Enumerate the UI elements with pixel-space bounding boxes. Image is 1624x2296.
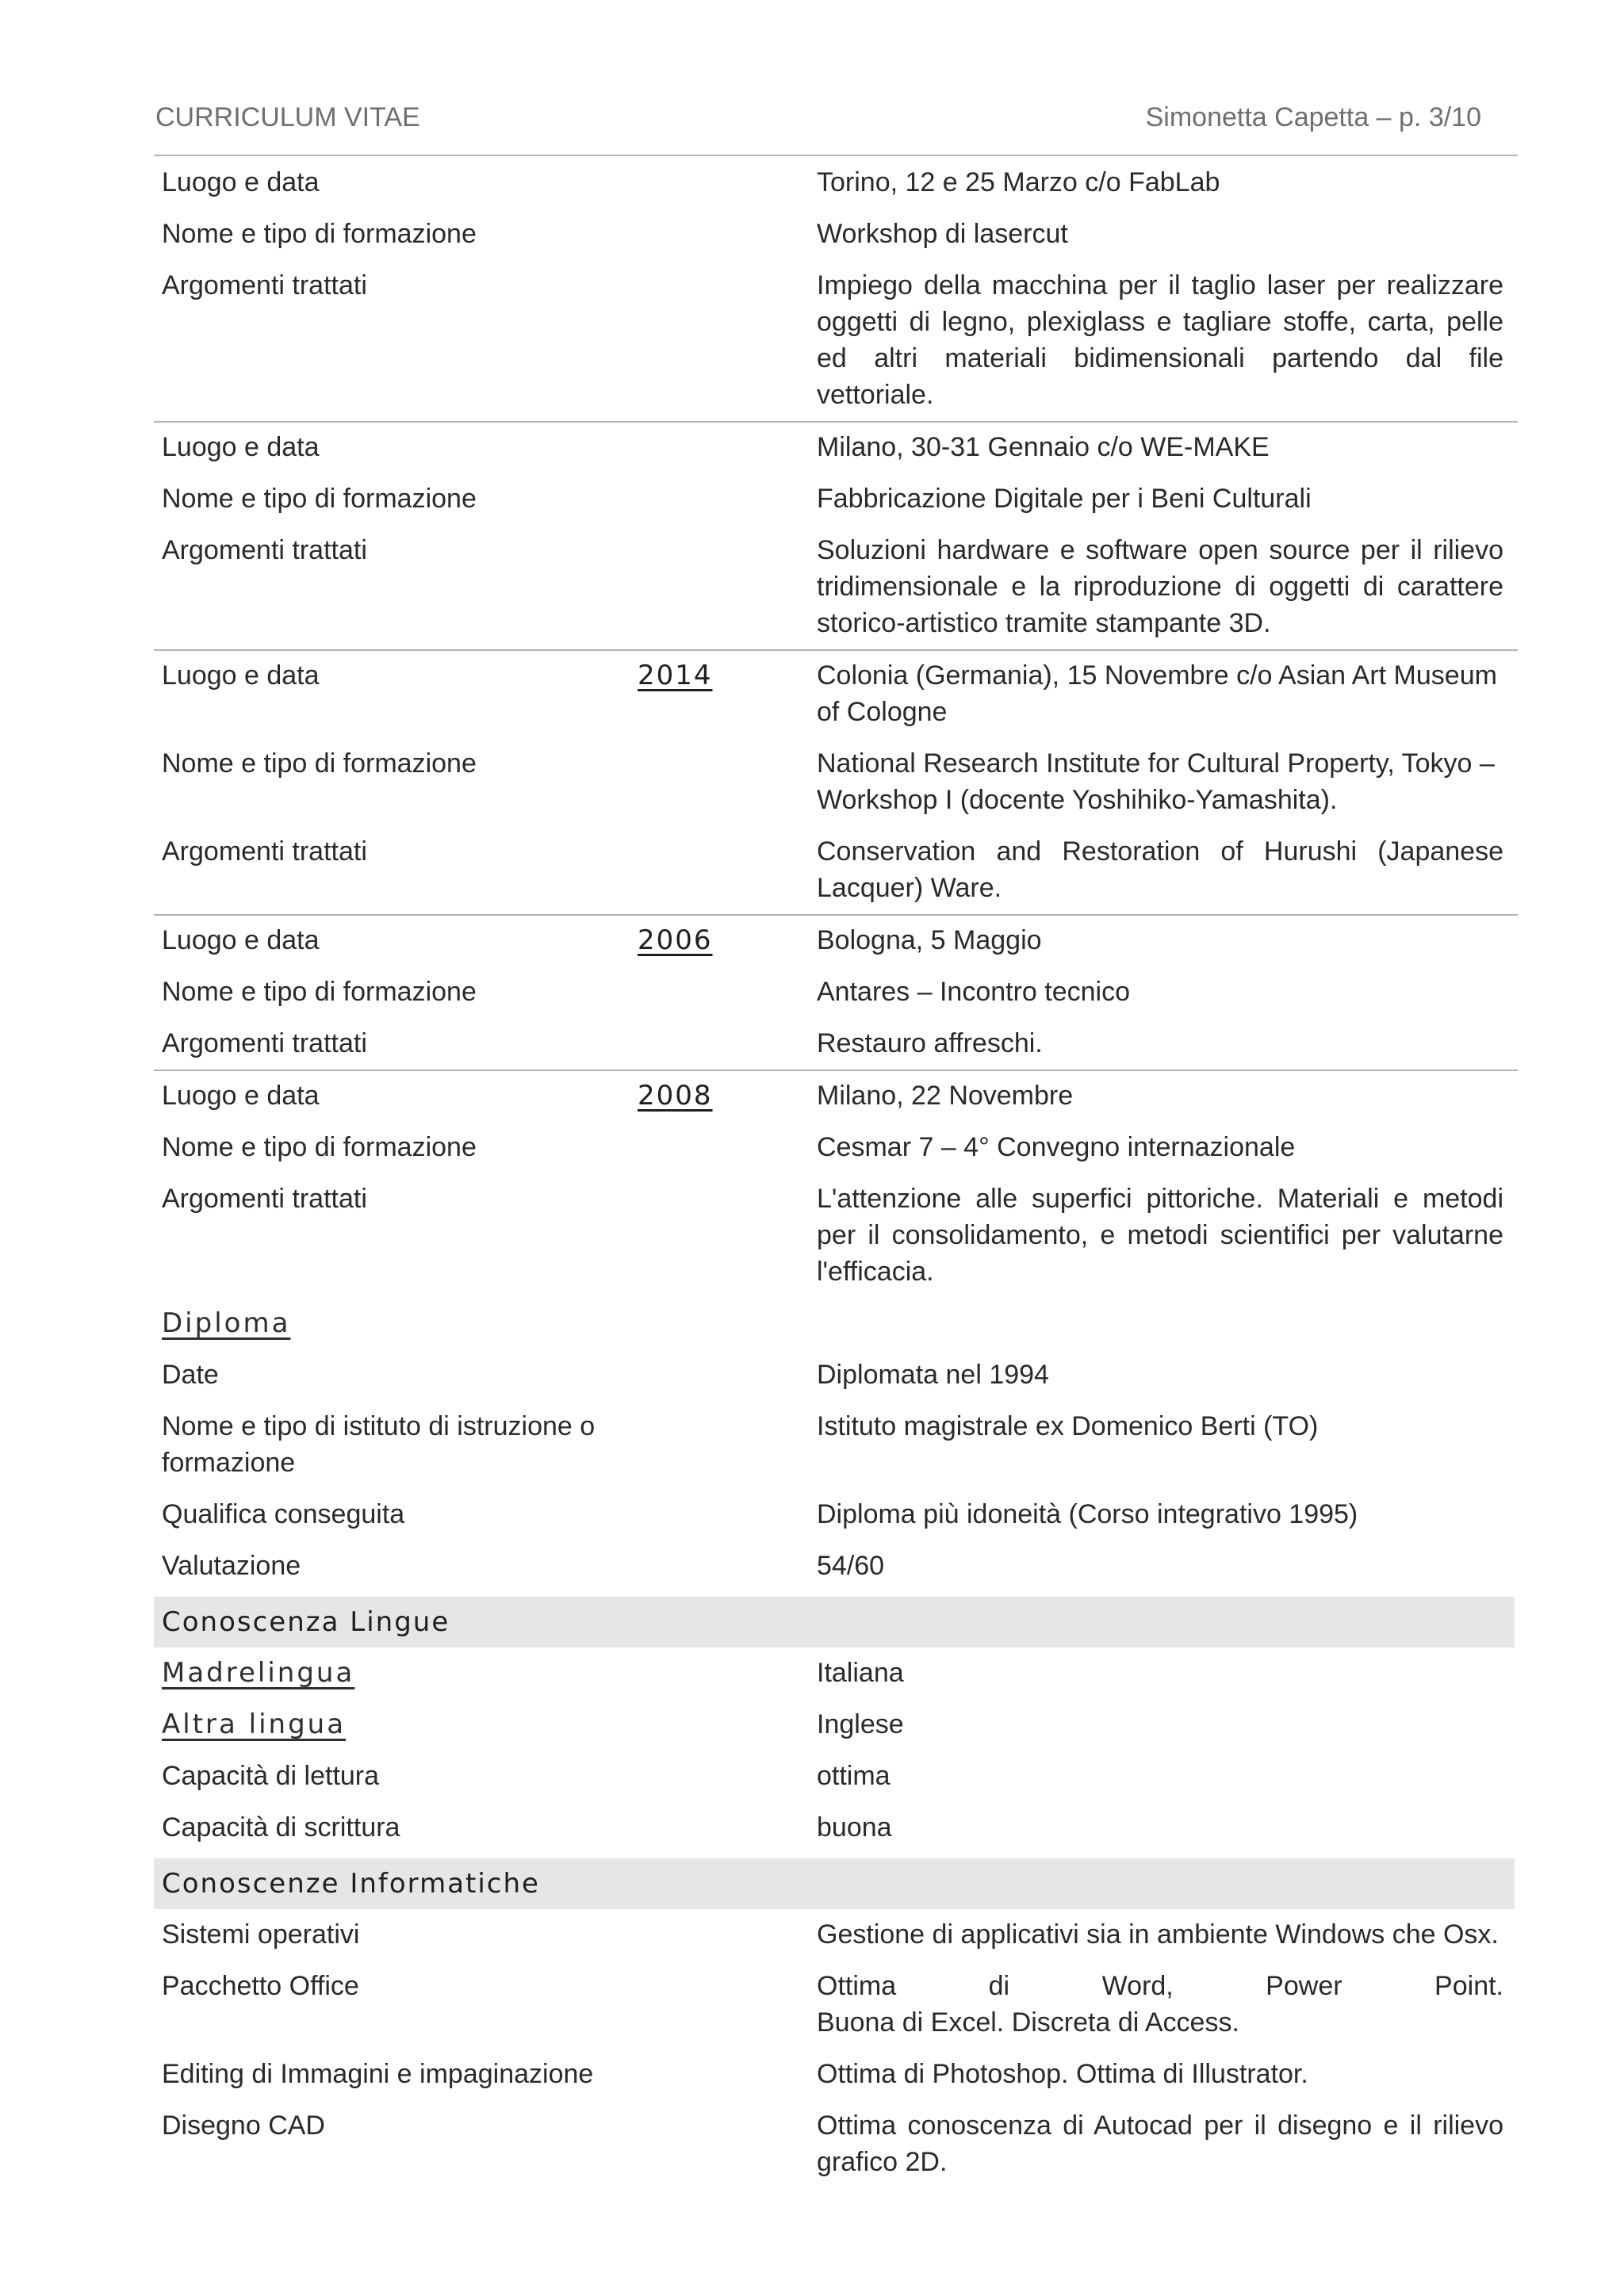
language-row [154,1802,1518,1854]
diploma-row [154,1540,1518,1592]
training-row [154,1122,1518,1173]
field-label: Disegno CAD [162,2110,325,2141]
field-label: Nome e tipo di formazione [162,219,477,249]
field-value: Soluzioni hardware e software open source per il rilievo tridimensionale e la riproduzione di oggetti di carattere storico-artistico tramite stampante 3D. [817,535,1503,638]
training-entry [154,649,1518,914]
training-row [154,1070,1518,1122]
language-row [154,1751,1518,1802]
field-label: Argomenti trattati [162,836,367,867]
year-label: 2014 [638,660,713,691]
field-value-line2: Buona di Excel. Discreta di Access. [817,2007,1239,2038]
field-label: Pacchetto Office [162,1971,359,2001]
field-label: Valutazione [162,1551,301,1581]
field-value: Bologna, 5 Maggio [817,925,1042,955]
it-skill-row [154,2049,1518,2100]
training-row [154,914,1518,966]
field-value: Antares – Incontro tecnico [817,977,1131,1007]
field-label: Sistemi operativi [162,1919,360,1950]
it-skill-row [154,1961,1518,2049]
field-value: ottima [817,1761,891,1791]
field-label: Capacità di lettura [162,1761,380,1791]
training-entry [154,914,1518,1070]
field-label: Capacità di scrittura [162,1812,400,1843]
training-row [154,525,1518,649]
training-entry [154,156,1518,421]
it-skills-section [154,1858,1518,2188]
field-value-group [815,1968,1503,2041]
field-label: Nome e tipo di istituto di istruzione o formazione [162,1411,596,1478]
training-entry [154,1070,1518,1298]
diploma-row [154,1401,1518,1489]
field-label: Luogo e data [162,167,320,197]
languages-section [154,1597,1518,1854]
field-value: Diploma più idoneità (Corso integrativo 1995) [817,1499,1358,1529]
other-language-value: Inglese [817,1709,904,1739]
cv-table [154,156,1518,2188]
field-label: Luogo e data [162,925,320,955]
training-row [154,966,1518,1018]
field-value: Fabbricazione Digitale per i Beni Culturali [817,484,1312,514]
training-row [154,421,1518,473]
field-value: Milano, 30-31 Gennaio c/o WE-MAKE [817,432,1270,462]
language-row [154,1647,1518,1699]
diploma-heading-row [154,1298,1518,1349]
page-header [155,98,1481,136]
mother-tongue-value: Italiana [817,1658,904,1688]
field-value: Torino, 12 e 25 Marzo c/o FabLab [817,167,1220,197]
field-value: National Research Institute for Cultural Property, Tokyo – Workshop I (docente Yoshihiko-Yamashita). [817,748,1495,815]
diploma-row [154,1489,1518,1540]
field-value: Workshop di lasercut [817,219,1068,249]
diploma-row [154,1349,1518,1401]
languages-band: Conoscenza Lingue [154,1597,1515,1647]
training-row [154,1173,1518,1298]
field-label: Argomenti trattati [162,270,367,300]
field-value: Milano, 22 Novembre [817,1081,1074,1111]
field-label: Nome e tipo di formazione [162,484,477,514]
training-entry [154,421,1518,649]
diploma-section [154,1298,1518,1592]
field-value: Ottima di Photoshop. Ottima di Illustrator. [817,2059,1308,2089]
training-row [154,209,1518,260]
diploma-title: Diploma [162,1307,291,1339]
year-label: 2008 [638,1080,713,1112]
field-label: Date [162,1360,219,1390]
field-label: Luogo e data [162,432,320,462]
field-value: buona [817,1812,892,1843]
other-language-label: Altra lingua [162,1709,347,1740]
training-row [154,156,1518,209]
training-row [154,826,1518,914]
field-label: Qualifica conseguita [162,1499,405,1529]
header-title: CURRICULUM VITAE [155,101,420,132]
training-row [154,738,1518,826]
it-skill-row [154,2100,1518,2188]
field-label: Nome e tipo di formazione [162,748,477,779]
field-label: Editing di Immagini e impaginazione [162,2059,594,2089]
header-page-info: Simonetta Capetta – p. 3/10 [1145,101,1481,132]
field-value: Gestione di applicativi sia in ambiente Windows che Osx. [817,1919,1499,1950]
training-row [154,473,1518,525]
field-label: Argomenti trattati [162,1184,367,1214]
training-row [154,1018,1518,1070]
field-label: Luogo e data [162,1081,320,1111]
field-label: Nome e tipo di formazione [162,1132,477,1162]
field-value: Diplomata nel 1994 [817,1360,1049,1390]
field-value: Cesmar 7 – 4° Convegno internazionale [817,1132,1296,1162]
field-value: Restauro affreschi. [817,1028,1043,1058]
field-label: Argomenti trattati [162,1028,367,1058]
it-skills-band: Conoscenze Informatiche [154,1858,1515,1909]
field-value: Istituto magistrale ex Domenico Berti (TO) [817,1411,1319,1441]
year-label: 2006 [638,924,713,956]
training-row [154,260,1518,421]
field-value: 54/60 [817,1551,885,1581]
field-label: Argomenti trattati [162,535,367,565]
field-value: Ottima di Word, Power Point. [817,1971,1503,2001]
language-row [154,1699,1518,1751]
field-value: Colonia (Germania), 15 Novembre c/o Asian Art Museum of Cologne [817,660,1497,727]
field-label: Luogo e data [162,660,320,691]
field-label: Nome e tipo di formazione [162,977,477,1007]
mother-tongue-label: Madrelingua [162,1657,355,1689]
field-value: Conservation and Restoration of Hurushi (Japanese Lacquer) Ware. [817,836,1503,903]
it-skill-row [154,1909,1518,1961]
field-value: Ottima conoscenza di Autocad per il disegno e il rilievo grafico 2D. [817,2110,1503,2177]
field-value: Impiego della macchina per il taglio laser per realizzare oggetti di legno, plexiglass e tagliare stoffe, carta, pelle ed altri materiali bidimensionali partendo dal file vettoriale. [817,270,1503,410]
field-value: L'attenzione alle superfici pittoriche. Materiali e metodi per il consolidamento, e metodi scientifici per valutarne l'efficacia. [817,1184,1503,1287]
training-row [154,649,1518,738]
